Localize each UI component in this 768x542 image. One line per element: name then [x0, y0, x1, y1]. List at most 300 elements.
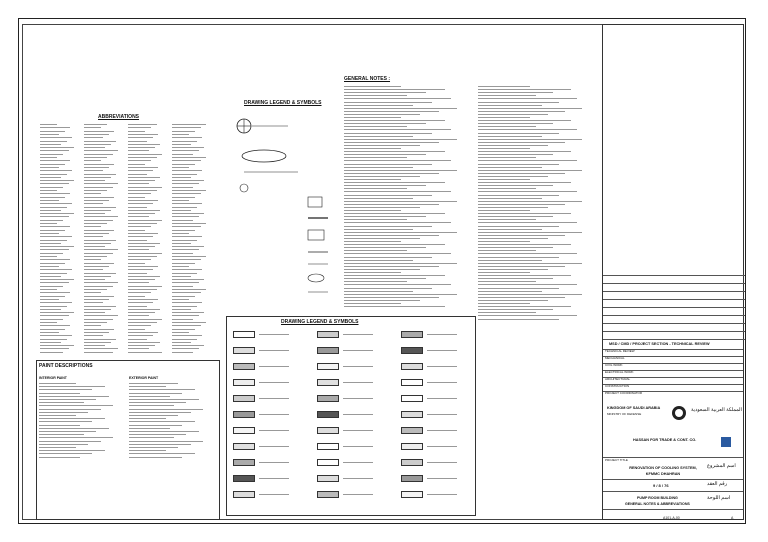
text-line	[344, 241, 401, 242]
project-section-label: MSD / CMD / PROJECT SECTION - TECHNICAL REVIEW	[609, 342, 710, 346]
ministry-seal-icon	[671, 405, 687, 421]
text-line	[344, 136, 413, 137]
text-line	[128, 226, 151, 227]
material-label-line	[259, 382, 289, 383]
text-line	[84, 164, 114, 165]
text-line	[84, 233, 109, 234]
text-line	[128, 134, 158, 135]
text-line	[172, 335, 202, 336]
material-swatch	[401, 411, 423, 418]
material-label-line	[427, 366, 457, 367]
text-line	[128, 345, 155, 346]
text-line	[40, 183, 69, 184]
text-line	[129, 399, 199, 400]
text-line	[128, 124, 157, 125]
text-line	[344, 266, 439, 267]
text-line	[39, 383, 76, 384]
text-line	[129, 444, 191, 445]
drawing-title-arabic: اسم اللوحة	[707, 495, 731, 501]
text-line	[40, 187, 63, 188]
material-label-line	[343, 430, 373, 431]
text-line	[344, 219, 407, 220]
text-line	[344, 120, 445, 121]
text-line	[84, 134, 109, 135]
text-line	[344, 232, 457, 233]
material-swatch	[401, 427, 423, 434]
text-line	[478, 275, 571, 276]
text-line	[344, 306, 445, 307]
text-line	[172, 180, 204, 181]
contractor-logo-icon	[721, 437, 731, 447]
text-line	[128, 183, 149, 184]
text-line	[84, 289, 107, 290]
text-line	[344, 182, 445, 183]
text-line	[40, 230, 65, 231]
text-line	[40, 164, 65, 165]
material-label-line	[427, 494, 457, 495]
text-line	[128, 319, 162, 320]
text-line	[39, 447, 76, 448]
text-line	[344, 257, 432, 258]
text-line	[40, 335, 72, 336]
text-line	[84, 230, 114, 231]
text-line	[344, 148, 401, 149]
text-line	[40, 200, 59, 201]
general-notes-title: GENERAL NOTES :	[344, 76, 391, 82]
text-line	[128, 289, 157, 290]
revision-table	[603, 275, 745, 339]
text-line	[40, 216, 69, 217]
material-swatch	[233, 491, 255, 498]
material-label-line	[259, 430, 289, 431]
text-line	[172, 289, 206, 290]
text-line	[172, 266, 189, 267]
text-line	[84, 335, 103, 336]
text-line	[478, 188, 536, 189]
text-line	[129, 450, 166, 451]
text-line	[172, 164, 195, 165]
text-line	[172, 187, 193, 188]
text-line	[344, 269, 420, 270]
text-line	[40, 243, 61, 244]
text-line	[478, 111, 565, 112]
material-label-line	[427, 382, 457, 383]
text-line	[344, 167, 413, 168]
text-line	[128, 256, 157, 257]
text-line	[40, 302, 72, 303]
text-line	[84, 190, 107, 191]
text-line	[344, 222, 451, 223]
text-line	[128, 150, 149, 151]
text-line	[128, 233, 158, 234]
text-line	[344, 157, 407, 158]
text-line	[39, 412, 88, 413]
material-label-line	[259, 414, 289, 415]
text-line	[84, 279, 105, 280]
text-line	[172, 345, 204, 346]
text-line	[40, 144, 61, 145]
revision-row	[603, 307, 745, 308]
revision-row	[603, 275, 745, 276]
text-line	[84, 197, 114, 198]
text-line	[129, 386, 166, 387]
text-line	[478, 170, 582, 171]
text-line	[478, 173, 565, 174]
text-line	[172, 157, 206, 158]
text-line	[172, 220, 193, 221]
text-line	[129, 431, 199, 432]
text-line	[478, 98, 577, 99]
text-line	[84, 147, 105, 148]
text-line	[129, 437, 174, 438]
text-line	[172, 150, 199, 151]
material-swatch	[401, 347, 423, 354]
text-line	[478, 142, 565, 143]
text-line	[128, 187, 162, 188]
text-line	[172, 230, 195, 231]
text-line	[172, 269, 202, 270]
text-line	[344, 198, 413, 199]
text-line	[84, 273, 116, 274]
text-line	[172, 325, 201, 326]
text-line	[172, 127, 201, 128]
text-line	[128, 164, 145, 165]
text-line	[39, 453, 92, 454]
text-line	[84, 223, 107, 224]
text-line	[172, 322, 206, 323]
text-line	[172, 253, 193, 254]
text-line	[478, 303, 530, 304]
text-line	[478, 306, 571, 307]
text-line	[40, 154, 63, 155]
text-line	[172, 216, 199, 217]
text-line	[172, 167, 189, 168]
text-line	[344, 129, 451, 130]
revision-row	[603, 299, 745, 300]
material-label-line	[427, 446, 457, 447]
text-line	[478, 250, 536, 251]
text-line	[84, 292, 101, 293]
text-line	[128, 137, 153, 138]
text-line	[478, 148, 530, 149]
text-line	[40, 279, 74, 280]
text-line	[344, 98, 451, 99]
text-line	[478, 95, 536, 96]
text-line	[128, 177, 160, 178]
text-line	[84, 306, 116, 307]
text-line	[40, 309, 61, 310]
material-label-line	[427, 478, 457, 479]
material-label-line	[343, 446, 373, 447]
text-line	[39, 399, 96, 400]
text-line	[39, 457, 80, 458]
text-line	[172, 223, 206, 224]
material-swatch	[317, 411, 339, 418]
text-line	[478, 222, 577, 223]
text-line	[172, 233, 189, 234]
text-line	[172, 339, 197, 340]
material-swatch	[233, 347, 255, 354]
text-line	[478, 210, 530, 211]
review-row-label: ARCHITECTURAL	[605, 377, 631, 381]
text-line	[172, 134, 189, 135]
text-line	[478, 309, 553, 310]
text-line	[344, 263, 457, 264]
material-label-line	[343, 366, 373, 367]
text-line	[129, 418, 166, 419]
text-line	[344, 126, 407, 127]
text-line	[40, 147, 74, 148]
text-line	[344, 188, 407, 189]
review-row-label: MECHANICAL	[605, 356, 625, 360]
text-line	[478, 278, 553, 279]
text-line	[40, 174, 67, 175]
text-line	[84, 236, 103, 237]
text-line	[40, 273, 67, 274]
text-line	[128, 329, 145, 330]
text-line	[84, 302, 103, 303]
text-line	[128, 223, 157, 224]
text-line	[129, 402, 186, 403]
text-line	[84, 170, 103, 171]
text-line	[128, 180, 155, 181]
text-line	[344, 185, 426, 186]
project-title: RENOVATION OF COOLING SYSTEM, KFMMC DHAHRAN	[629, 466, 697, 476]
text-line	[478, 89, 571, 90]
text-line	[478, 157, 536, 158]
text-line	[84, 282, 118, 283]
text-line	[128, 157, 157, 158]
text-line	[172, 147, 204, 148]
material-label-line	[343, 462, 373, 463]
text-line	[344, 145, 420, 146]
text-line	[84, 259, 101, 260]
material-label-line	[427, 414, 457, 415]
material-swatch	[401, 363, 423, 370]
text-line	[84, 246, 105, 247]
text-line	[478, 136, 542, 137]
contractor-label: HASSAN FOR TRADE & CONT. CO.	[633, 438, 697, 442]
text-line	[84, 309, 111, 310]
text-line	[128, 348, 149, 349]
text-line	[344, 170, 457, 171]
text-line	[84, 141, 116, 142]
text-line	[84, 174, 116, 175]
general-notes-col-1	[344, 86, 474, 314]
text-line	[172, 319, 193, 320]
text-line	[129, 457, 182, 458]
material-swatch	[401, 459, 423, 466]
text-line	[39, 386, 105, 387]
text-line	[128, 315, 149, 316]
text-line	[84, 325, 101, 326]
text-line	[128, 335, 153, 336]
text-line	[84, 345, 105, 346]
material-label-line	[259, 350, 289, 351]
material-swatch	[401, 443, 423, 450]
review-row-label: PROJECT COORDINATOR	[605, 391, 643, 395]
text-line	[478, 284, 577, 285]
text-line	[172, 259, 201, 260]
text-line	[344, 176, 420, 177]
text-line	[172, 299, 189, 300]
text-line	[478, 272, 530, 273]
text-line	[344, 105, 413, 106]
text-line	[129, 415, 178, 416]
text-line	[172, 177, 191, 178]
text-line	[344, 111, 439, 112]
revision-row	[603, 331, 745, 332]
text-line	[344, 142, 439, 143]
material-swatch	[233, 475, 255, 482]
text-line	[478, 238, 548, 239]
text-line	[344, 207, 420, 208]
text-line	[39, 434, 84, 435]
text-line	[40, 203, 72, 204]
text-line	[172, 279, 204, 280]
text-line	[129, 428, 170, 429]
text-line	[40, 292, 70, 293]
text-line	[344, 288, 432, 289]
text-line	[128, 299, 158, 300]
text-line	[84, 183, 118, 184]
text-line	[39, 402, 84, 403]
text-line	[172, 256, 206, 257]
text-line	[84, 144, 111, 145]
material-swatch	[317, 443, 339, 450]
text-line	[40, 319, 63, 320]
text-line	[344, 281, 407, 282]
text-line	[478, 92, 553, 93]
text-line	[478, 288, 559, 289]
drawing-number: A101-A-00	[663, 516, 680, 520]
text-line	[344, 238, 420, 239]
material-label-line	[343, 398, 373, 399]
text-line	[40, 170, 72, 171]
text-line	[344, 164, 432, 165]
text-line	[84, 167, 109, 168]
project-number: 9 / 8 / 76	[653, 483, 669, 488]
text-line	[478, 108, 582, 109]
text-line	[478, 123, 553, 124]
review-row-label: CONSTRUCTION	[605, 384, 630, 388]
text-line	[344, 278, 426, 279]
text-line	[172, 190, 206, 191]
text-line	[478, 139, 582, 140]
text-line	[172, 296, 195, 297]
material-swatch	[401, 475, 423, 482]
text-line	[39, 431, 96, 432]
text-line	[40, 249, 69, 250]
text-line	[128, 292, 151, 293]
material-label-line	[343, 478, 373, 479]
text-line	[84, 226, 101, 227]
title-block	[602, 24, 744, 520]
text-line	[172, 236, 202, 237]
text-line	[172, 302, 202, 303]
text-line	[128, 259, 151, 260]
text-line	[128, 332, 158, 333]
material-label-line	[259, 494, 289, 495]
material-label-line	[427, 350, 457, 351]
text-line	[344, 247, 426, 248]
revision-row	[603, 339, 745, 340]
material-swatch	[401, 379, 423, 386]
text-line	[344, 300, 420, 301]
text-line	[128, 282, 149, 283]
text-line	[84, 160, 101, 161]
text-line	[344, 154, 426, 155]
text-line	[128, 240, 147, 241]
text-line	[84, 332, 109, 333]
text-line	[84, 243, 111, 244]
text-line	[344, 151, 445, 152]
text-line	[84, 180, 105, 181]
text-line	[172, 286, 193, 287]
text-line	[344, 114, 420, 115]
material-swatch	[317, 459, 339, 466]
text-line	[40, 134, 59, 135]
text-line	[84, 269, 103, 270]
text-line	[129, 434, 186, 435]
revision-row	[603, 283, 745, 284]
text-line	[40, 236, 72, 237]
text-line	[128, 167, 158, 168]
text-line	[478, 263, 582, 264]
text-line	[84, 127, 101, 128]
material-label-line	[343, 334, 373, 335]
project-title-label: PROJECT TITLE	[605, 458, 628, 462]
text-line	[344, 250, 407, 251]
text-line	[128, 131, 145, 132]
text-line	[84, 276, 111, 277]
review-row-label: CIVIL WORK	[605, 363, 623, 367]
material-swatch	[317, 363, 339, 370]
text-line	[172, 226, 201, 227]
text-line	[128, 342, 160, 343]
text-line	[344, 173, 439, 174]
text-line	[128, 322, 157, 323]
text-line	[128, 325, 151, 326]
text-line	[478, 253, 577, 254]
text-line	[128, 302, 153, 303]
text-line	[39, 425, 80, 426]
text-line	[129, 447, 178, 448]
text-line	[128, 273, 147, 274]
text-line	[40, 226, 70, 227]
text-line	[344, 253, 451, 254]
text-line	[40, 256, 57, 257]
text-line	[40, 167, 59, 168]
text-line	[129, 393, 182, 394]
text-line	[478, 216, 553, 217]
paint-title: PAINT DESCRIPTIONS	[39, 363, 93, 369]
revision-row	[603, 315, 745, 316]
text-line	[40, 276, 61, 277]
text-line	[128, 309, 160, 310]
material-swatch	[317, 395, 339, 402]
text-line	[40, 210, 61, 211]
text-line	[172, 213, 204, 214]
material-swatch	[317, 331, 339, 338]
text-line	[172, 141, 197, 142]
text-line	[40, 289, 57, 290]
text-line	[172, 203, 202, 204]
text-line	[172, 170, 202, 171]
text-line	[478, 300, 548, 301]
text-line	[478, 257, 559, 258]
text-line	[344, 275, 445, 276]
